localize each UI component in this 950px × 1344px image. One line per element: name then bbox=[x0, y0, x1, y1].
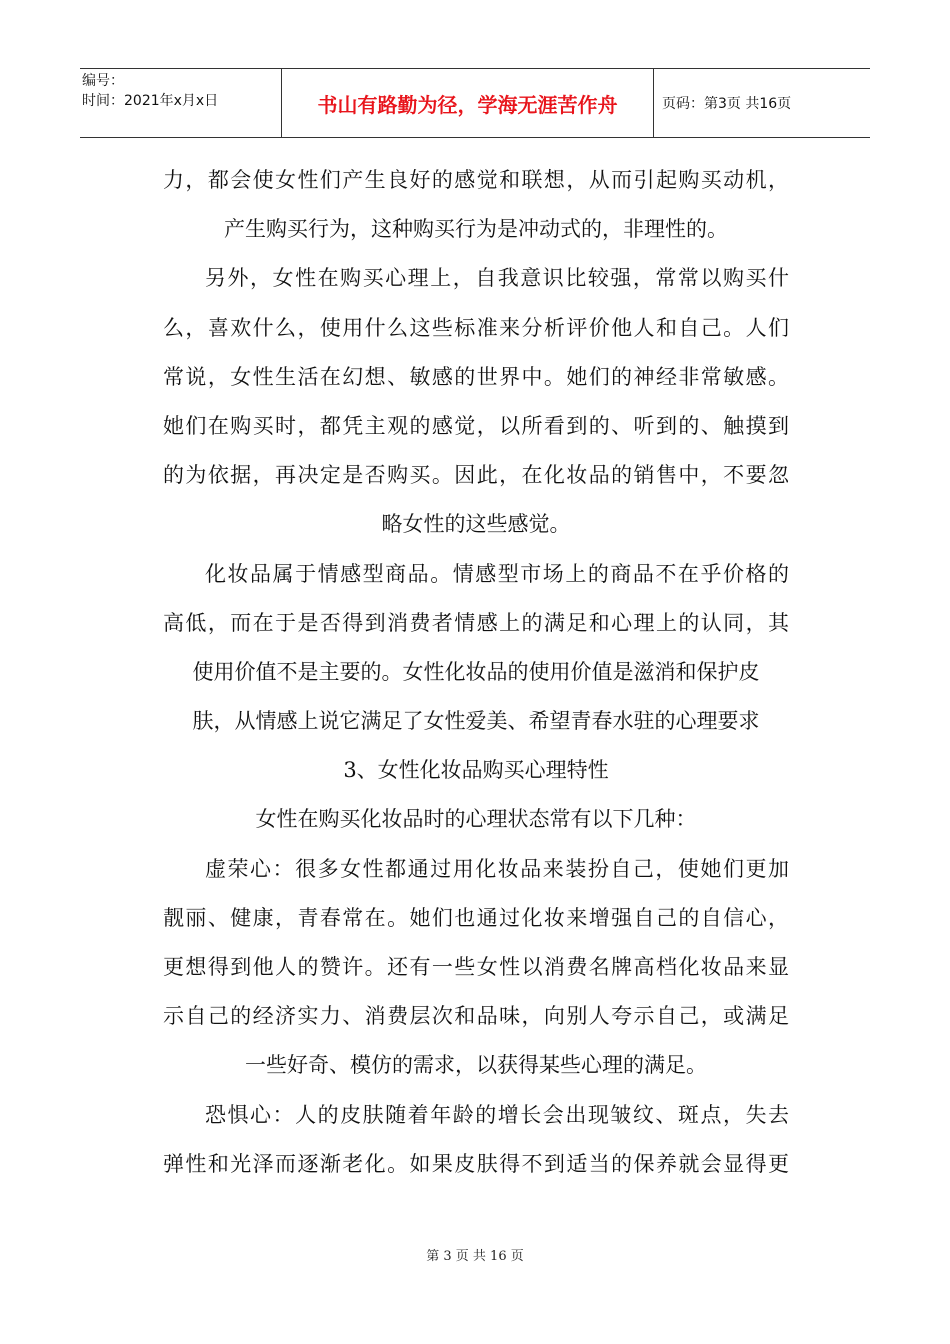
text-line: 一些好奇、模仿的需求，以获得某些心理的满足。 bbox=[245, 1053, 707, 1078]
header-motto: 书山有路勤为径，学海无涯苦作舟 bbox=[282, 69, 654, 137]
text-line: 女性在购买化妆品时的心理状态常有以下几种： bbox=[255, 807, 697, 832]
text-line: 她们在购买时，都凭主观的感觉，以所看到的、听到的、触摸到 bbox=[163, 413, 789, 438]
text-line: 使用价值不是主要的。女性化妆品的使用价值是滋消和保护皮 bbox=[192, 659, 760, 684]
text-line: 靓丽、健康，青春常在。她们也通过化妆来增强自己的自信心， bbox=[163, 905, 789, 930]
text-line: 化妆品属于情感型商品。情感型市场上的商品不在乎价格的 bbox=[205, 561, 789, 586]
text-line: 么，喜欢什么，使用什么这些标准来分析评价他人和自己。人们 bbox=[163, 315, 789, 340]
page-header bbox=[80, 68, 870, 138]
text-line: 3、女性化妆品购买心理特性 bbox=[343, 758, 609, 783]
text-line: 另外，女性在购买心理上，自我意识比较强，常常以购买什 bbox=[205, 266, 789, 291]
text-line: 常说，女性生活在幻想、敏感的世界中。她们的神经非常敏感。 bbox=[163, 364, 789, 389]
text-line: 示自己的经济实力、消费层次和品味，向别人夸示自己，或满足 bbox=[163, 1004, 789, 1029]
text-line: 更想得到他人的赞许。还有一些女性以消费名牌高档化妆品来显 bbox=[163, 955, 789, 979]
header-page-info: 页码：第3页 共16页 bbox=[662, 96, 792, 112]
text-line: 的为依据，再决定是否购买。因此，在化妆品的销售中，不要忽 bbox=[163, 463, 789, 488]
text-line: 恐惧心：人的皮肤随着年龄的增长会出现皱纹、斑点，失去 bbox=[205, 1102, 789, 1127]
text-line: 弹性和光泽而逐渐老化。如果皮肤得不到适当的保养就会显得更 bbox=[163, 1151, 789, 1176]
time-label: 时间：2021年x月x日 bbox=[82, 93, 219, 109]
document-body bbox=[163, 156, 789, 1189]
serial-label: 编号： bbox=[82, 73, 124, 89]
text-line: 产生购买行为，这种购买行为是冲动式的，非理性的。 bbox=[224, 217, 728, 242]
header-meta-cell bbox=[80, 69, 282, 137]
text-line: 虚荣心：很多女性都通过用化妆品来装扮自己，使她们更加 bbox=[205, 856, 789, 881]
text-line: 肤，从情感上说它满足了女性爱美、希望青春水驻的心理要求 bbox=[192, 709, 760, 734]
text-line: 高低，而在于是否得到消费者情感上的满足和心理上的认同，其 bbox=[163, 610, 789, 635]
page-footer: 第 3 页 共 16 页 bbox=[426, 1249, 524, 1264]
text-line: 略女性的这些感觉。 bbox=[381, 512, 571, 537]
text-line: 力，都会使女性们产生良好的感觉和联想，从而引起购买动机， bbox=[163, 168, 789, 192]
